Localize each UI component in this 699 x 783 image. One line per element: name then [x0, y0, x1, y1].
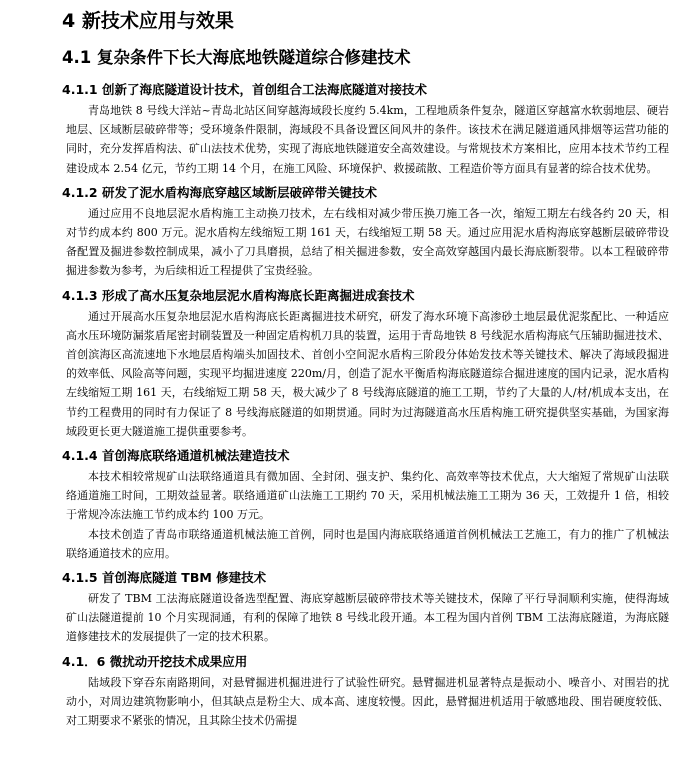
item-heading: 4.1．6 微扰动开挖技术成果应用: [62, 653, 248, 669]
section-title: 4 新技术应用与效果: [62, 10, 234, 32]
paragraph: 本技术相较常规矿山法联络通道具有微加固、全封闭、强支护、集约化、高效率等技术优点，大大缩短了常规矿山法联络通道施工时间，工期效益显著。联络通道矿山法施工工期约 70 天，采用机械法施工工期为 36 天，工效提升 1 倍，相较于常规冷冻法施工节约成本约 100 万元。: [66, 470, 669, 522]
item-heading: 4.1.4 首创海底联络通道机械法建造技术: [62, 448, 290, 464]
item-heading: 4.1.2 研发了泥水盾构海底穿越区域断层破碎带关键技术: [62, 184, 377, 200]
paragraph: 青岛地铁 8 号线大洋站~青岛北站区间穿越海域段长度约 5.4km，工程地质条件复杂，隧道区穿越富水软弱地层、硬岩地层、区域断层破碎带等；受环境条件限制，海域段不具备设置区间风井的条件。该技术在满足隧道通风排烟等运营功能的同时，充分发挥盾构法、矿山法技术优势，实现了海底地铁隧道安全高效建设。与常规技术方案相比，应用本技术节约工程建设成本 2.54 亿元，节约工期 14 个月，在施工风险、环境保护、救援疏散、工程造价等方面具有显著的综合技术优势。: [66, 104, 669, 175]
paragraph: 陆域段下穿吞东南路期间，对悬臂掘进机掘进进行了试验性研究。悬臂掘进机显著特点是振动小、噪音小、对围岩的扰动小，对周边建筑物影响小，但其缺点是粉尘大、成本高、速度较慢。因此，悬臂掘进机适用于敏感地段、围岩硬度较低、对工期要求不紧张的情况，且其除尘技术仍需提: [66, 675, 669, 728]
subsection-title: 4.1 复杂条件下长大海底地铁隧道综合修建技术: [62, 48, 411, 67]
paragraph: 通过开展高水压复杂地层泥水盾构海底长距离掘进技术研究，研发了海水环境下高渗砂土地层最优泥浆配比、一种适应高水压环境防漏浆盾尾密封刷装置及一种固定盾构机刀具的装置，运用于青岛地铁 8 号线泥水盾构海底气压辅助掘进技术、首创滨海区高流速地下水地层盾构端头加固技术、首创小空间泥水盾构三阶段分体始发技术等关键技术、解决了海域段掘进的效率低、风险高等问题，实现平均掘进速度 220m/月，创造了泥水平衡盾构海底隧道综合掘进速度的国内记录，泥水盾构左线缩短工期 161 天，右线缩短工期 58 天，极大减少了 8 号线海底隧道的施工工期，节约了大量的人/材/机成本支出，在节约工程费用的同时有力保证了 8 号线海底隧道的如期贯通。同时为过海隧道高水压盾构施工研究提供坚实基础，为国家海域段更长更大隧道施工提供重要参考。: [66, 309, 669, 438]
item-4-1-4: [62, 446, 669, 563]
paragraph: 本技术创造了青岛市联络通道机械法施工首例，同时也是国内海底联络通道首例机械法工艺施工，有力的推广了机械法联络通道技术的应用。: [66, 527, 669, 560]
item-4-1-6: [62, 652, 669, 731]
paragraph: 研发了 TBM 工法海底隧道设备选型配置、海底穿越断层破碎带技术等关键技术，保障了平行导洞顺利实施，使得海域矿山法隧道提前 10 个月实现洞通，有利的保障了地铁 8 号线北段开通。本工程为国内首例 TBM 工法海底隧道，为海底隧道修建技术的发展提供了一定的技术积累。: [66, 592, 669, 644]
item-heading: 4.1.5 首创海底隧道 TBM 修建技术: [62, 570, 267, 586]
item-heading: 4.1.1 创新了海底隧道设计技术，首创组合工法海底隧道对接技术: [62, 82, 427, 97]
paragraph: 通过应用不良地层泥水盾构施工主动换刀技术，左右线相对减少带压换刀施工各一次，缩短工期左右线各约 20 天，相对节约成本约 800 万元。泥水盾构左线缩短工期 161 天，右线缩短工期 58 天。通过应用泥水盾构海底穿越断层破碎带设备配置及掘进参数控制成果，减小了刀具磨损，总结了相关掘进参数，安全高效穿越国内最长海底断裂带。以本工程破碎带掘进参数为参考，为后续相近工程提供了宝贵经验。: [66, 206, 669, 278]
item-4-1-5: [62, 568, 669, 647]
item-4-1-3: [62, 286, 669, 441]
item-4-1-1: [62, 80, 669, 178]
item-heading: 4.1.3 形成了高水压复杂地层泥水盾构海底长距离掘进成套技术: [62, 287, 415, 303]
item-4-1-2: [62, 183, 669, 281]
